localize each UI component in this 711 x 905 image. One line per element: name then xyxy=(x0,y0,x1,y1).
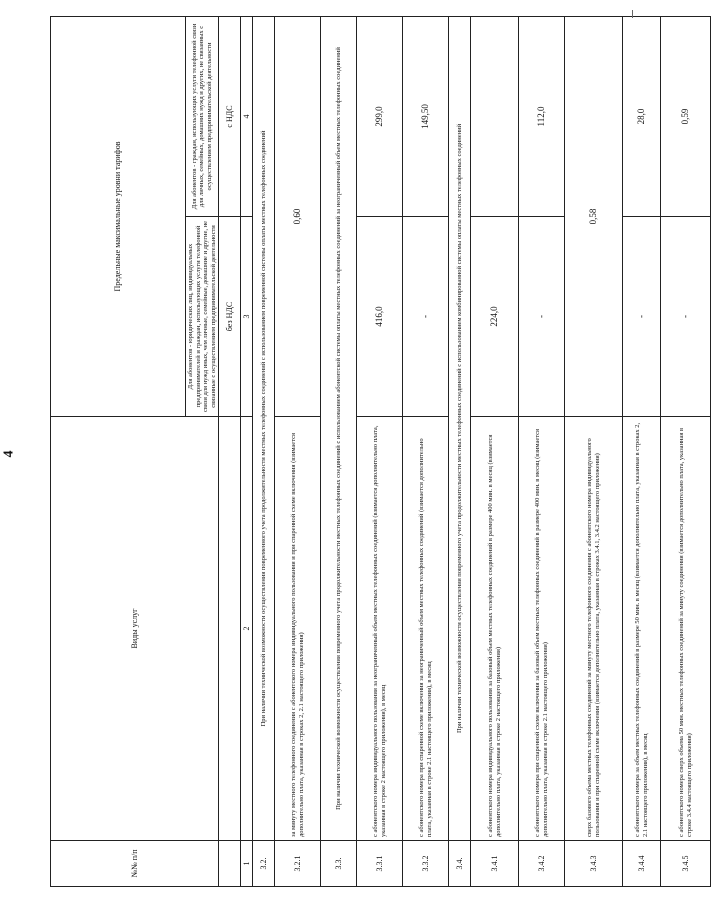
table-row xyxy=(623,16,661,886)
table-row xyxy=(357,16,403,886)
section-heading: При наличии технической возможности осуществления повременного учета продолжительности местных телефонных соединений с использованием абонентской системы оплаты местных телефонных соединений за неограниченный объем местных телефонных соединений xyxy=(321,16,357,840)
tariff-value-citizens: 149,50 xyxy=(403,16,449,216)
index-4: 4 xyxy=(241,16,253,216)
service-description: с абонентского номера сверх объема 50 мин. местных телефонных соединений за минуту соединения (взимается дополнительно плата, указанная в строке 3.4.4 настоящего приложения) xyxy=(661,417,711,841)
section-heading: При наличии технической возможности осуществления повременного учета продолжительности местных телефонных соединений с использованием повременной системы оплаты местных телефонных соединений xyxy=(253,16,275,840)
tax-legal: без НДС xyxy=(219,217,241,417)
tariff-value-legal: - xyxy=(519,217,565,417)
tariff-value-legal: - xyxy=(403,217,449,417)
row-number: 3.4.4 xyxy=(623,841,661,887)
tariff-value-legal: - xyxy=(661,217,711,417)
header-row xyxy=(51,16,186,886)
row-number: 3.4.1 xyxy=(471,841,519,887)
tariff-value-citizens: 112,0 xyxy=(519,16,565,216)
tariff-table xyxy=(50,16,711,887)
row-number: 3.4. xyxy=(449,841,471,887)
row-number: 3.4.3 xyxy=(565,841,623,887)
service-description: с абонентского номера за объем местных телефонных соединений в размере 50 мин. в месяц (взимается дополнительно плата, указанная в строках 2, 2.1 настоящего приложения), в месяц xyxy=(623,417,661,841)
row-number: 3.2.1 xyxy=(275,841,321,887)
service-description: с абонентского номера при спаренной схеме включения за базовый объем местных телефонных соединений в размере 400 мин. в месяц (взимается дополнительно плата, указанная в строке 2.1 настоящего приложения) xyxy=(519,417,565,841)
tariff-value-legal: 224,0 xyxy=(471,217,519,417)
service-description: с абонентского номера индивидуального пользования за неограниченный объем местных телефонных соединений (взимается дополнительно плата, указанная в строке 2 настоящего приложения), в месяц xyxy=(357,417,403,841)
service-description: сверх базового объема местных телефонных соединений за минуту местного телефонного соединения с абонентского номера индивидуального пользования и при спаренной схеме включения (взимается дополнительно плата, указанная в строках 3.4.1, 3.4.2 настоящего приложения) xyxy=(565,417,623,841)
tariff-value-legal: 416,0 xyxy=(357,217,403,417)
table-row xyxy=(661,16,711,886)
service-description: за минуту местного телефонного соединения с абонентского номера индивидуального пользования и при спаренной схеме включения (взимается дополнительно плата, указанная в строках 2, 2.1 настоящего приложения) xyxy=(275,417,321,841)
row-number: 3.4.5 xyxy=(661,841,711,887)
tariff-value-citizens: 299,0 xyxy=(357,16,403,216)
row-number: 3.3.1 xyxy=(357,841,403,887)
scan-artifact xyxy=(632,10,633,18)
col-services-header: Виды услуг xyxy=(51,417,219,841)
tariff-value-citizens: 0,59 xyxy=(661,16,711,216)
col-number-header: №№ п/п xyxy=(51,841,219,887)
tariff-value-legal: - xyxy=(623,217,661,417)
service-description: с абонентского номера при спаренной схеме включения за неограниченный объем местных телефонных соединений (взимается дополнительно плата, указанная в строке 2.1 настоящего приложения), в месяц xyxy=(403,417,449,841)
row-number: 3.3.2 xyxy=(403,841,449,887)
tariff-group-header: Предельные максимальные уровни тарифов xyxy=(51,16,186,416)
index-row xyxy=(241,16,253,886)
table-row xyxy=(253,16,275,886)
tariff-value-both: 0,60 xyxy=(275,16,321,416)
col-citizens-text: Для абонентов - граждан, использующих услуги телефонной связи для личных, семейных, домашних нужд и других, не связанных с осуществлением предпринимательской деятельности xyxy=(190,23,213,210)
table-row xyxy=(403,16,449,886)
tax-row xyxy=(219,16,241,886)
row-number: 3.2. xyxy=(253,841,275,887)
tax-row-empty-1 xyxy=(219,841,241,887)
col-legal-entities-text: Для абонентов - юридических лиц, индивидуальных предпринимателей и граждан, использующих услуги телефонной связи для нужд иных, чем личные, семейные, домашние и другие, не связанные с осуществлением предпринимательской деятельности xyxy=(187,220,217,413)
index-1: 1 xyxy=(241,841,253,887)
index-2: 2 xyxy=(241,417,253,841)
page-number: 4 xyxy=(1,450,17,458)
section-heading: При наличии технической возможности осуществления повременного учета продолжительности местных телефонных соединений с использованием комбинированной системы оплаты местных телефонных соединений xyxy=(449,16,471,840)
index-3: 3 xyxy=(241,217,253,417)
row-number: 3.4.2 xyxy=(519,841,565,887)
col-citizens-header xyxy=(186,16,219,216)
col-legal-entities-header xyxy=(186,217,219,417)
tariff-table-rotated xyxy=(50,17,693,887)
tax-citizens: с НДС xyxy=(219,16,241,216)
table-row xyxy=(471,16,519,886)
table-row xyxy=(275,16,321,886)
tariff-value-both: 0,58 xyxy=(565,16,623,416)
table-row xyxy=(519,16,565,886)
table-row xyxy=(321,16,357,886)
tariff-value-citizens: 28,0 xyxy=(623,16,661,216)
table-row xyxy=(449,16,471,886)
tax-row-empty-2 xyxy=(219,417,241,841)
tariff-value-citizens xyxy=(471,16,519,216)
service-description: с абонентского номера индивидуального пользования за базовый объем местных телефонных соединений в размере 400 мин. в месяц (взимается дополнительно плата, указанная в строке 2 настоящего приложения) xyxy=(471,417,519,841)
table-row xyxy=(565,16,623,886)
row-number: 3.3. xyxy=(321,841,357,887)
